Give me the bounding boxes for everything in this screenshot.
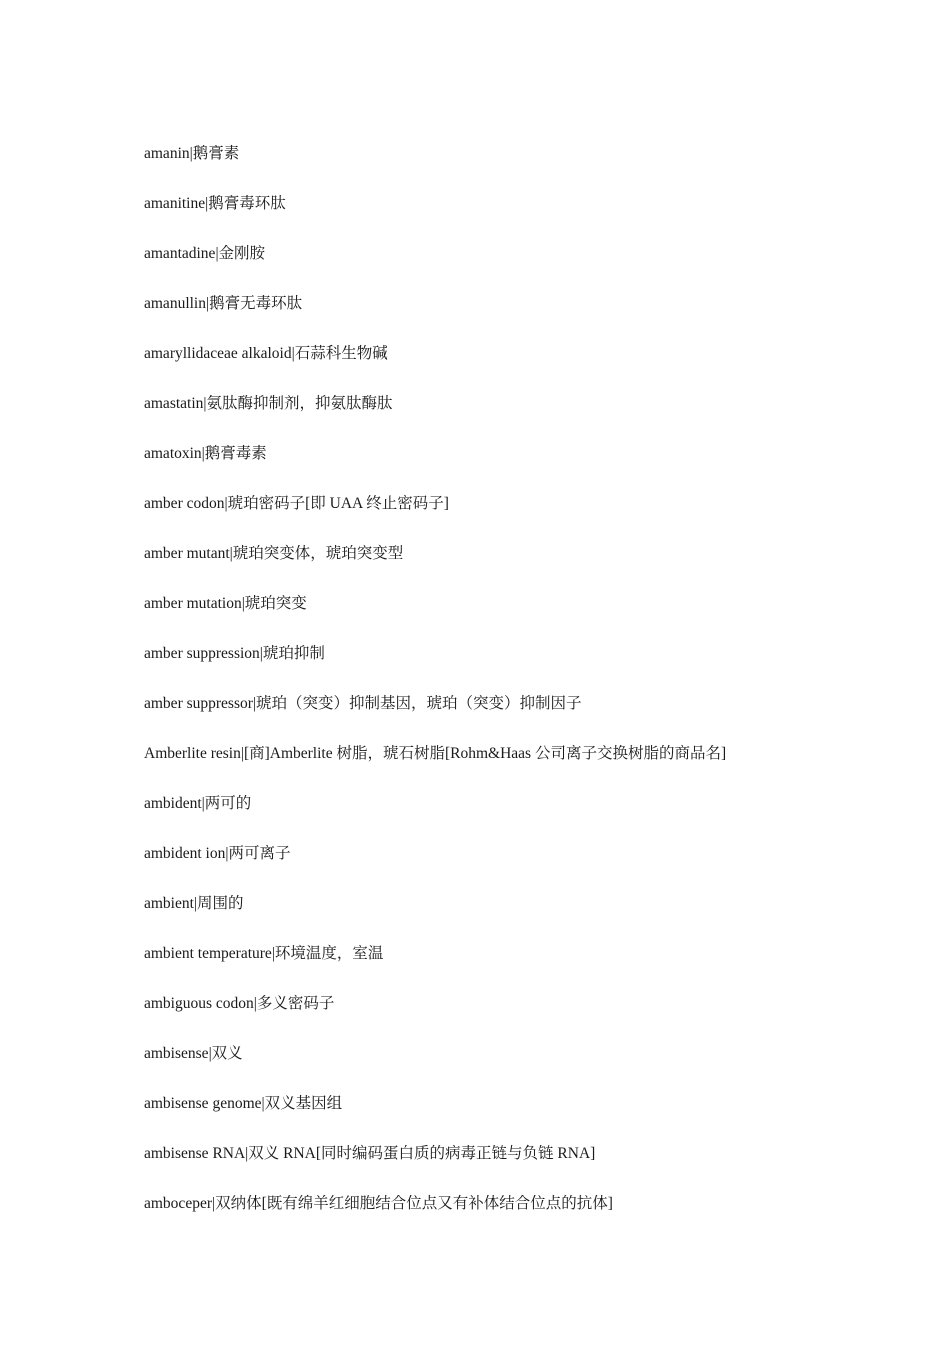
glossary-entry: ambident|两可的 (144, 795, 252, 812)
glossary-entry: amber mutant|琥珀突变体，琥珀突变型 (144, 545, 404, 562)
glossary-entry: ambident ion|两可离子 (144, 845, 291, 862)
glossary-entry: ambisense RNA|双义 RNA[同时编码蛋白质的病毒正链与负链 RNA] (144, 1145, 596, 1162)
glossary-entry: amastatin|氨肽酶抑制剂，抑氨肽酶肽 (144, 395, 393, 412)
glossary-entry: amber codon|琥珀密码子[即 UAA 终止密码子] (144, 495, 449, 512)
glossary-entry: amboceper|双纳体[既有绵羊红细胞结合位点又有补体结合位点的抗体] (144, 1195, 613, 1212)
glossary-entry: amatoxin|鹅膏毒素 (144, 445, 267, 462)
glossary-entry: amanitine|鹅膏毒环肽 (144, 195, 286, 212)
glossary-entry: amanullin|鹅膏无毒环肽 (144, 295, 303, 312)
glossary-entry: amber suppressor|琥珀（突变）抑制基因，琥珀（突变）抑制因子 (144, 695, 582, 712)
glossary-entry: amber mutation|琥珀突变 (144, 595, 307, 612)
glossary-entry: Amberlite resin|[商]Amberlite 树脂，琥石树脂[Rohm&Haas 公司离子交换树脂的商品名] (144, 745, 727, 762)
glossary-entry: amantadine|金刚胺 (144, 245, 266, 262)
glossary-entry: amber suppression|琥珀抑制 (144, 645, 325, 662)
glossary-entry: amaryllidaceae alkaloid|石蒜科生物碱 (144, 345, 388, 362)
glossary-entry: ambient|周围的 (144, 895, 244, 912)
glossary-entry: ambiguous codon|多义密码子 (144, 995, 335, 1012)
glossary-entry: ambient temperature|环境温度，室温 (144, 945, 384, 962)
glossary-entry: amanin|鹅膏素 (144, 145, 240, 162)
glossary-entry: ambisense|双义 (144, 1045, 243, 1062)
glossary-entry: ambisense genome|双义基因组 (144, 1095, 343, 1112)
glossary-list (144, 143, 904, 1243)
